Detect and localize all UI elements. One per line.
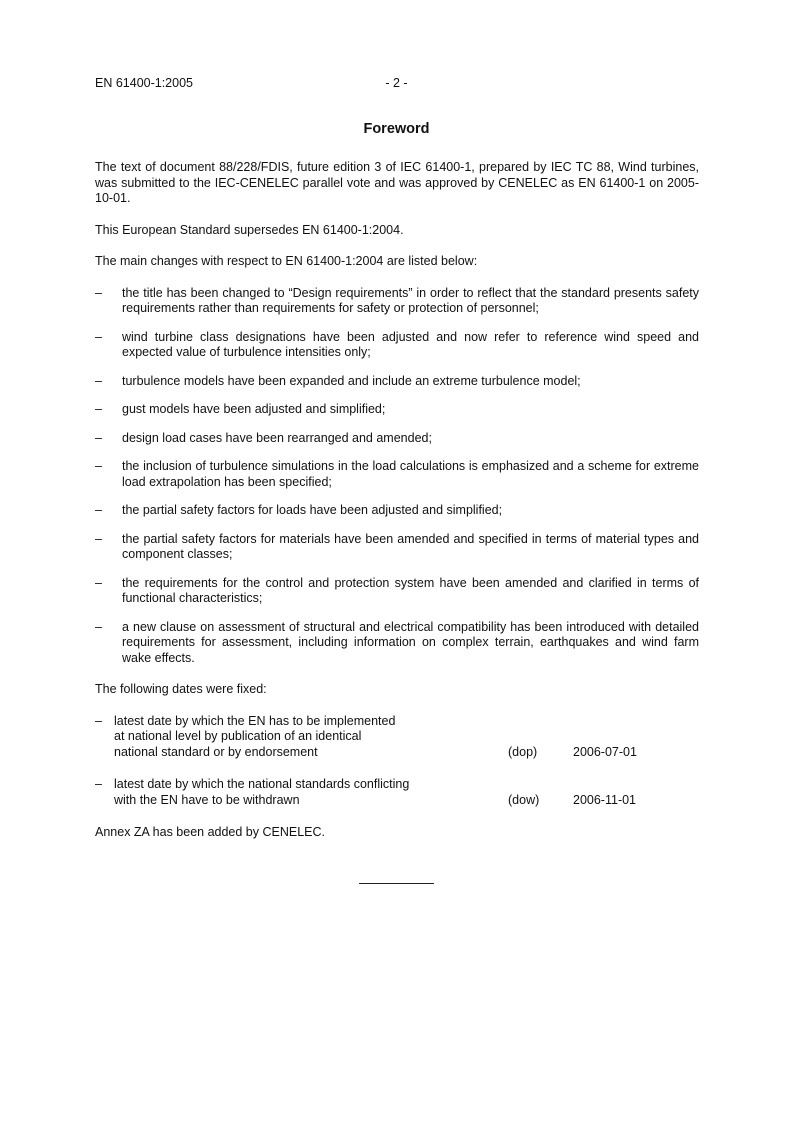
list-item-text: the inclusion of turbulence simulations in the load calculations is emphasized and a scheme for extreme load extrapolation has been specified; bbox=[122, 459, 699, 489]
dash-bullet: – bbox=[95, 373, 102, 388]
date-row-dow bbox=[95, 777, 699, 808]
dash-bullet: – bbox=[95, 430, 102, 445]
date-value: 2006-07-01 bbox=[573, 744, 637, 759]
dash-bullet: – bbox=[95, 777, 102, 791]
dash-bullet: – bbox=[95, 402, 102, 416]
foreword-body bbox=[95, 160, 699, 857]
dates-table bbox=[95, 714, 699, 809]
end-rule bbox=[359, 883, 434, 884]
date-description-line: with the EN have to be withdrawn bbox=[114, 792, 300, 807]
list-item-text: wind turbine class designations have been adjusted and now refer to reference wind speed and expected value of turbulence intensities only; bbox=[122, 329, 699, 359]
dash-bullet: – bbox=[95, 459, 102, 473]
date-description-line: at national level by publication of an identical bbox=[114, 729, 362, 743]
date-description-line: latest date by which the EN has to be implemented bbox=[114, 713, 396, 728]
supersedes-paragraph: This European Standard supersedes EN 61400-1:2004. bbox=[95, 222, 404, 237]
dates-intro: The following dates were fixed: bbox=[95, 682, 267, 696]
list-item bbox=[95, 374, 699, 390]
list-item-text: the requirements for the control and protection system have been amended and clarified in terms of functional characteristics; bbox=[122, 575, 699, 605]
header-page-number: - 2 - bbox=[385, 76, 408, 90]
page-title: Foreword bbox=[363, 121, 430, 137]
list-item-text: gust models have been adjusted and simplified; bbox=[122, 402, 386, 416]
dash-bullet: – bbox=[95, 329, 102, 344]
intro-paragraph: The text of document 88/228/FDIS, future edition 3 of IEC 61400-1, prepared by IEC TC 88, Wind turbines, was submitted to the IEC-CENELEC parallel vote and was approved by CENELEC as EN 61400-1 on 2005-10-01. bbox=[95, 160, 699, 205]
list-item-text: the partial safety factors for loads have been adjusted and simplified; bbox=[122, 503, 503, 517]
list-item bbox=[95, 620, 699, 667]
list-item bbox=[95, 532, 699, 563]
date-description-line: national standard or by endorsement bbox=[114, 744, 318, 759]
date-code: (dop) bbox=[508, 744, 538, 759]
dash-bullet: – bbox=[95, 713, 102, 728]
date-row-dop bbox=[95, 714, 699, 761]
changes-intro-paragraph: The main changes with respect to EN 61400-1:2004 are listed below: bbox=[95, 254, 478, 268]
dash-bullet: – bbox=[95, 619, 102, 634]
date-value: 2006-11-01 bbox=[573, 792, 637, 807]
list-item bbox=[95, 402, 699, 418]
date-code: (dow) bbox=[508, 792, 540, 807]
date-description bbox=[95, 714, 474, 761]
dash-bullet: – bbox=[95, 531, 102, 546]
changes-list bbox=[95, 286, 699, 667]
date-description bbox=[95, 777, 474, 808]
list-item bbox=[95, 503, 699, 519]
header-doc-id: EN 61400-1:2005 bbox=[95, 76, 193, 90]
list-item-text: a new clause on assessment of structural and electrical compatibility has been introduced with detailed requirements for assessment, including information on complex terrain, earthquakes and wind farm wake effects. bbox=[122, 619, 699, 665]
dash-bullet: – bbox=[95, 503, 102, 517]
list-item bbox=[95, 576, 699, 607]
list-item bbox=[95, 459, 699, 490]
list-item-text: design load cases have been rearranged and amended; bbox=[122, 430, 432, 445]
date-description-line: latest date by which the national standards conflicting bbox=[114, 777, 410, 791]
dash-bullet: – bbox=[95, 285, 102, 300]
list-item-text: turbulence models have been expanded and include an extreme turbulence model; bbox=[122, 373, 581, 388]
list-item bbox=[95, 330, 699, 361]
list-item-text: the title has been changed to “Design requirements” in order to reflect that the standard presents safety requirements rather than requirements for safety or protection of personnel; bbox=[122, 285, 699, 315]
list-item-text: the partial safety factors for materials have been amended and specified in terms of material types and component classes; bbox=[122, 531, 699, 561]
dash-bullet: – bbox=[95, 575, 102, 590]
closing-paragraph: Annex ZA has been added by CENELEC. bbox=[95, 825, 326, 839]
list-item bbox=[95, 286, 699, 317]
list-item bbox=[95, 431, 699, 447]
